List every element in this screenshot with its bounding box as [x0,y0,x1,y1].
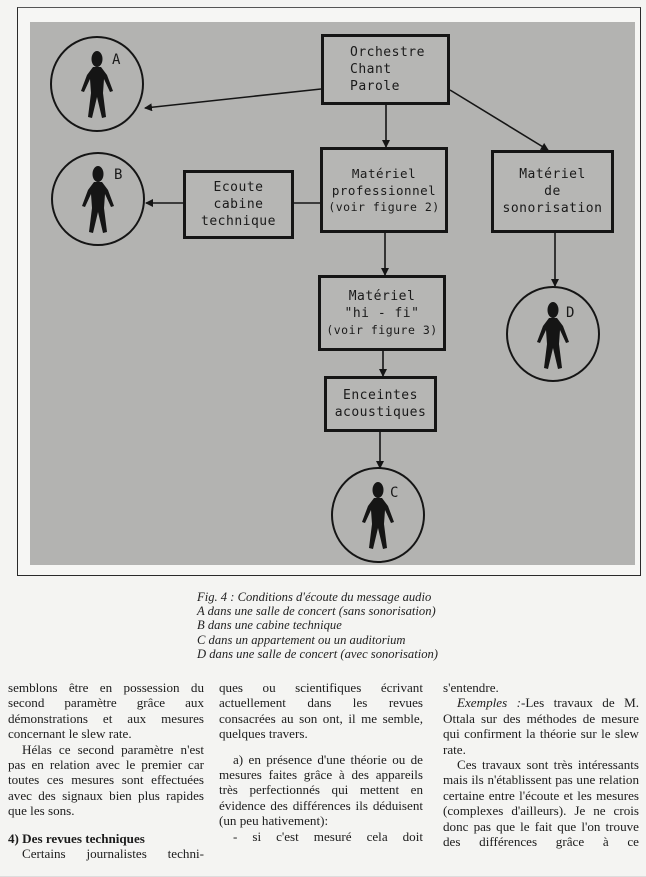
caption-line-d: D dans une salle de concert (avec sonorisation) [197,646,438,661]
text-column-2 [219,680,423,844]
examples-label: Exemples : [457,695,521,711]
box-line: technique [201,214,276,229]
paragraph [443,695,639,757]
paragraph: semblons être en possession du second paramètre grâce aux démonstrations et aux mesures concernant le slew rate. [8,680,204,742]
box-line: de [544,184,561,199]
paragraph: - si c'est mesuré cela doit [233,828,423,844]
section-heading: 4) Des revues techniques [8,830,145,846]
listener-c-icon [332,468,424,562]
examples-text: -Les travaux de M. Ottala sur des méthodes de mesure qui confirment la théorie sur le slew rate. [443,695,639,757]
box-line: Chant [350,62,392,77]
box-line: professionnel [331,182,437,198]
box-line: Ecoute [213,180,264,195]
paragraph: s'entendre. [443,680,499,695]
listener-b-icon [52,153,144,245]
box-line: Matériel [351,165,417,181]
listener-c-label: C [390,485,399,501]
pa-equipment-box [491,150,614,233]
caption-line-c: C dans un appartement ou un auditorium [197,632,406,647]
hifi-equipment-box [318,275,446,351]
paragraph: Certains journalistes techni- [22,846,204,862]
text-column-1 [8,680,204,861]
caption-title: Fig. 4 : Conditions d'écoute du message audio [197,590,432,604]
listener-d-icon [507,287,599,381]
text-column-3 [443,680,639,849]
listener-d-label: D [566,305,575,321]
technical-booth-box [183,170,294,239]
arrow-to-a [145,89,321,108]
listener-b-label: B [114,167,123,183]
listener-a-icon [51,37,143,131]
arrow-to-sono [450,90,548,150]
paragraph: Ces travaux sont très intéressants mais ils n'établissent pas une relation certaine entre l'écoute et les mesures (complexes d'ailleurs). Je ne crois donc pas que le fait que l'on trouve des différences grâce à ce [443,757,639,850]
listener-a-label: A [112,52,121,68]
box-line: sonorisation [502,201,603,216]
paragraph: Hélas ce second paramètre n'est pas en relation avec le premier car toutes ces mesures sont effectuées avec des signaux bien plus rapides que les sons. [8,741,204,819]
speakers-box [324,376,437,432]
box-line: acoustiques [334,405,427,420]
pro-equipment-box [320,147,448,233]
box-line: Parole [350,79,400,94]
box-line: cabine [213,197,264,212]
box-line: Enceintes [343,388,418,403]
box-line: "hi - fi" [344,305,420,321]
box-line: Orchestre [350,45,425,60]
caption-line-a: A dans une salle de concert (sans sonorisation) [197,604,436,619]
paragraph: ques ou scientifiques écrivant actuellement dans les revues consacrées au son ont, il me semble, quelques travers. [219,680,423,742]
box-line: (voir figure 2) [328,199,440,214]
caption-line-b: B dans une cabine technique [197,618,342,633]
box-line: Matériel [348,288,416,304]
figure-caption [197,590,497,661]
box-line: (voir figure 3) [326,322,438,337]
paragraph: a) en présence d'une théorie ou de mesures faites grâce à des appareils très perfectionnés qui mettent en évidence des différences ils déduisent (un peu hativement): [219,751,423,829]
box-line: Matériel [519,167,586,182]
source-box [321,34,450,105]
